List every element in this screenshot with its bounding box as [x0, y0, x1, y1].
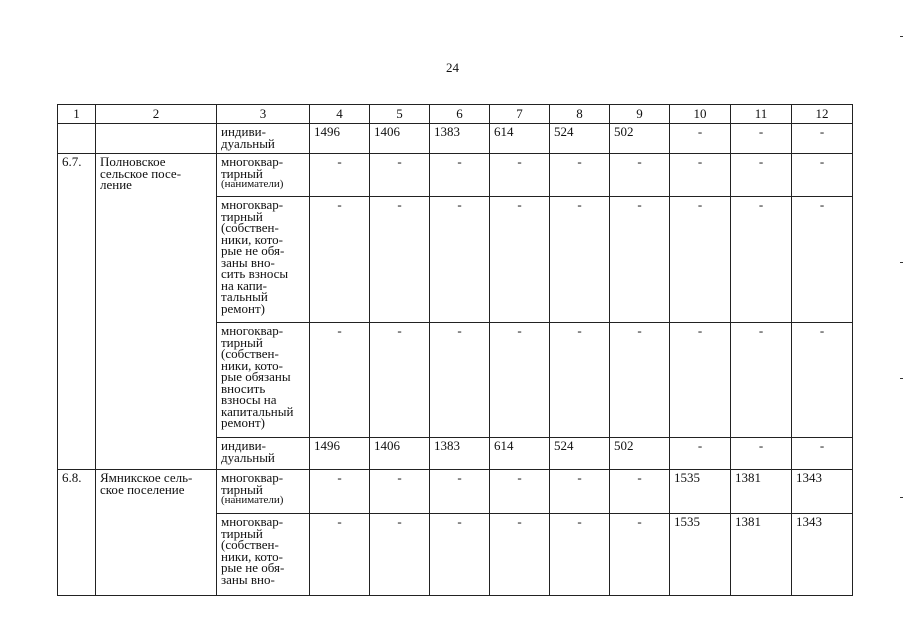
scan-mark	[900, 262, 903, 263]
value-cell: -	[490, 470, 550, 514]
value-cell: 1381	[731, 514, 792, 596]
value-cell: -	[792, 438, 853, 470]
value-cell: -	[310, 323, 370, 438]
housing-type-cell: многоквар- тирный (наниматели)	[217, 470, 310, 514]
value-cell: 1343	[792, 514, 853, 596]
value-cell: -	[310, 197, 370, 323]
value-cell: -	[550, 470, 610, 514]
column-header: 4	[310, 105, 370, 124]
scan-mark	[900, 36, 903, 37]
value-cell: 1535	[670, 514, 731, 596]
table-row	[58, 154, 853, 197]
column-header: 8	[550, 105, 610, 124]
column-header: 6	[430, 105, 490, 124]
value-cell: -	[550, 514, 610, 596]
value-cell: -	[610, 197, 670, 323]
value-cell: 614	[490, 438, 550, 470]
value-cell: 1496	[310, 124, 370, 154]
column-header: 5	[370, 105, 430, 124]
value-cell: 502	[610, 438, 670, 470]
value-cell: 1406	[370, 438, 430, 470]
value-cell: -	[670, 323, 731, 438]
row-number-cell: 6.7.	[58, 154, 96, 470]
housing-type-cell: многоквар- тирный (собствен- ники, кото- рые не обя- заны вно-	[217, 514, 310, 596]
value-cell: -	[490, 323, 550, 438]
column-header: 1	[58, 105, 96, 124]
value-cell: -	[792, 323, 853, 438]
value-cell: -	[310, 154, 370, 197]
value-cell: -	[430, 470, 490, 514]
value-cell: -	[731, 197, 792, 323]
value-cell: -	[310, 514, 370, 596]
value-cell: 1406	[370, 124, 430, 154]
value-cell: -	[670, 197, 731, 323]
value-cell: 614	[490, 124, 550, 154]
value-cell: -	[430, 514, 490, 596]
value-cell: -	[370, 197, 430, 323]
value-cell: -	[610, 470, 670, 514]
column-header: 10	[670, 105, 731, 124]
table-row	[58, 124, 853, 154]
column-header: 9	[610, 105, 670, 124]
value-cell: -	[550, 154, 610, 197]
value-cell: -	[731, 154, 792, 197]
value-cell: -	[731, 124, 792, 154]
value-cell: -	[731, 323, 792, 438]
settlement-cell: Полновское сельское посе- ление	[96, 154, 217, 470]
value-cell: 1383	[430, 124, 490, 154]
value-cell: 1496	[310, 438, 370, 470]
value-cell: -	[370, 470, 430, 514]
value-cell: 1383	[430, 438, 490, 470]
column-header: 11	[731, 105, 792, 124]
value-cell: -	[550, 323, 610, 438]
value-cell: -	[490, 197, 550, 323]
column-header: 12	[792, 105, 853, 124]
column-header: 7	[490, 105, 550, 124]
value-cell: -	[670, 124, 731, 154]
value-cell: 1343	[792, 470, 853, 514]
column-header: 2	[96, 105, 217, 124]
table-row	[58, 470, 853, 514]
row-number-cell: 6.8.	[58, 470, 96, 596]
housing-type-cell: многоквар- тирный (собствен- ники, кото- рые не обя- заны вно- сить взносы на капи- тальный ремонт)	[217, 197, 310, 323]
value-cell: -	[370, 323, 430, 438]
column-header: 3	[217, 105, 310, 124]
value-cell: -	[792, 124, 853, 154]
value-cell: -	[792, 154, 853, 197]
value-cell: -	[370, 154, 430, 197]
value-cell: -	[310, 470, 370, 514]
housing-type-cell: многоквар- тирный (собствен- ники, кото- рые обязаны вносить взносы на капитальный ремонт)	[217, 323, 310, 438]
value-cell: -	[490, 514, 550, 596]
header-row	[58, 105, 853, 124]
scan-mark	[900, 497, 903, 498]
value-cell: -	[731, 438, 792, 470]
value-cell: 502	[610, 124, 670, 154]
value-cell: -	[550, 197, 610, 323]
page-number: 24	[446, 60, 459, 75]
tariff-table	[57, 104, 853, 596]
value-cell: -	[670, 438, 731, 470]
scan-mark	[900, 378, 903, 379]
value-cell: 1381	[731, 470, 792, 514]
value-cell: -	[430, 323, 490, 438]
value-cell: 1535	[670, 470, 731, 514]
value-cell: -	[430, 197, 490, 323]
value-cell: -	[610, 323, 670, 438]
value-cell: -	[610, 154, 670, 197]
value-cell: 524	[550, 124, 610, 154]
value-cell: 524	[550, 438, 610, 470]
value-cell: -	[610, 514, 670, 596]
value-cell: -	[792, 197, 853, 323]
row-number-cell	[58, 124, 96, 154]
value-cell: -	[490, 154, 550, 197]
value-cell: -	[670, 154, 731, 197]
settlement-cell	[96, 124, 217, 154]
value-cell: -	[370, 514, 430, 596]
housing-type-cell: индиви- дуальный	[217, 124, 310, 154]
housing-type-cell: индиви- дуальный	[217, 438, 310, 470]
value-cell: -	[430, 154, 490, 197]
settlement-cell: Ямникское сель- ское поселение	[96, 470, 217, 596]
housing-type-cell: многоквар- тирный (наниматели)	[217, 154, 310, 197]
